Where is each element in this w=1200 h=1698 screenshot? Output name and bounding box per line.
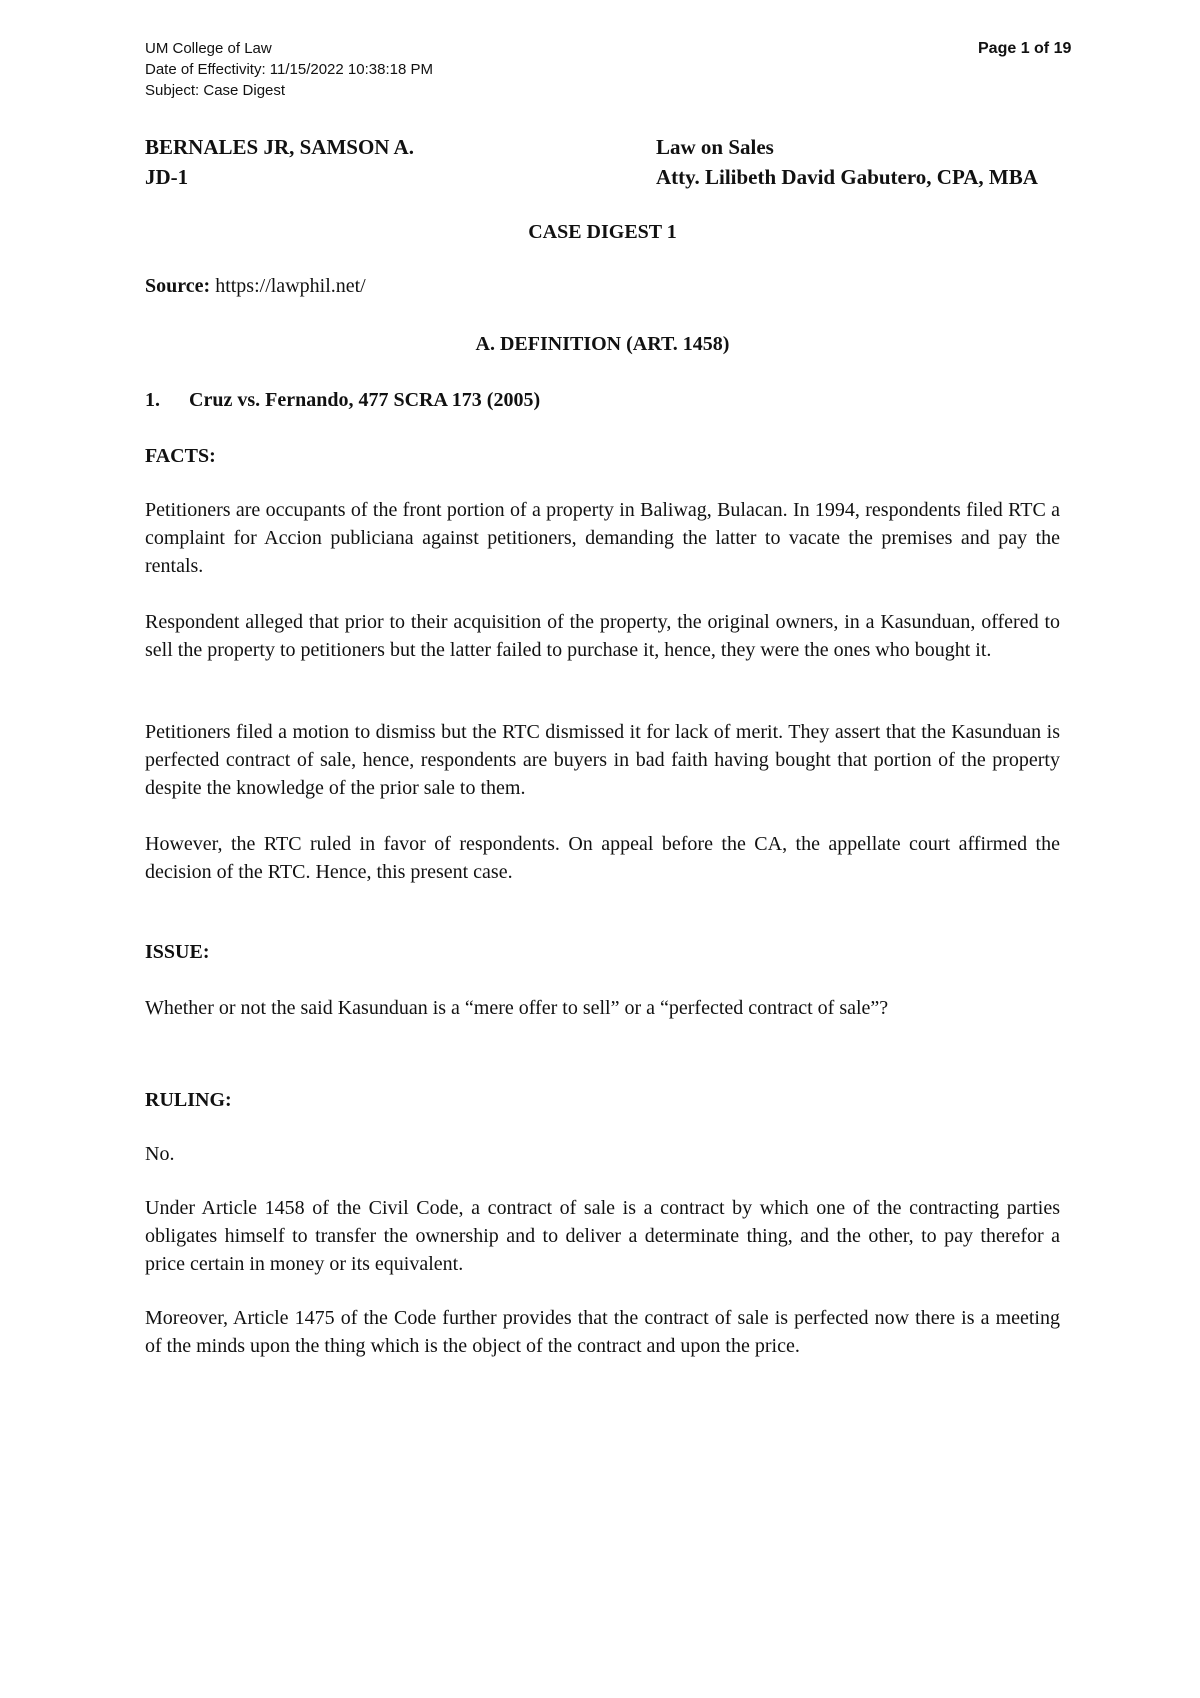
author-year: JD-1 (145, 165, 189, 189)
page-number: Page 1 of 19 (978, 40, 1072, 57)
case-heading (145, 386, 540, 414)
ruling-paragraph: Moreover, Article 1475 of the Code further provides that the contract of sale is perfected now there is a meeting of the minds upon the thing which is the object of the contract and upon the price. (145, 1307, 1060, 1357)
course-block (656, 132, 1038, 192)
running-header (145, 38, 433, 101)
institution-name: UM College of Law (145, 40, 272, 57)
facts-paragraph: Petitioners are occupants of the front portion of a property in Baliwag, Bulacan. In 1994, respondents filed RTC a complaint for Accion publiciana against petitioners, demanding the latter to vacate the premises and pay the rentals. (145, 499, 1060, 577)
source-line (145, 272, 366, 300)
issue-heading: ISSUE: (145, 941, 210, 963)
ruling-paragraph: Under Article 1458 of the Civil Code, a contract of sale is a contract by which one of the contracting parties obligates himself to transfer the ownership and to deliver a determinate thing, and the other, to pay therefor a price certain in money or its equivalent. (145, 1197, 1060, 1275)
document-title: CASE DIGEST 1 (528, 221, 677, 243)
source-label: Source: (145, 275, 211, 297)
source-url[interactable]: https://lawphil.net/ (210, 275, 366, 297)
facts-paragraph: However, the RTC ruled in favor of respondents. On appeal before the CA, the appellate court affirmed the decision of the RTC. Hence, this present case. (145, 833, 1060, 883)
section-heading: A. DEFINITION (ART. 1458) (475, 333, 730, 355)
facts-heading: FACTS: (145, 445, 216, 467)
subject-line: Subject: Case Digest (145, 82, 286, 99)
ruling-answer: No. (145, 1143, 175, 1165)
course-instructor: Atty. Lilibeth David Gabutero, CPA, MBA (656, 165, 1038, 189)
case-title: Cruz vs. Fernando, 477 SCRA 173 (2005) (189, 389, 541, 411)
author-block (145, 132, 414, 192)
facts-paragraph: Petitioners filed a motion to dismiss but the RTC dismissed it for lack of merit. They assert that the Kasunduan is perfected contract of sale, hence, respondents are buyers in bad faith having bought that portion of the property despite the knowledge of the prior sale to them. (145, 721, 1060, 799)
case-number: 1. (145, 389, 160, 411)
date-of-effectivity: Date of Effectivity: 11/15/2022 10:38:18 PM (145, 61, 433, 78)
ruling-heading: RULING: (145, 1089, 232, 1111)
course-title: Law on Sales (656, 135, 774, 159)
facts-paragraph: Respondent alleged that prior to their acquisition of the property, the original owners, in a Kasunduan, offered to sell the property to petitioners but the latter failed to purchase it, hence, they were the ones who bought it. (145, 611, 1060, 661)
issue-text: Whether or not the said Kasunduan is a “mere offer to sell” or a “perfected contract of sale”? (145, 997, 889, 1019)
author-name: BERNALES JR, SAMSON A. (145, 135, 414, 159)
